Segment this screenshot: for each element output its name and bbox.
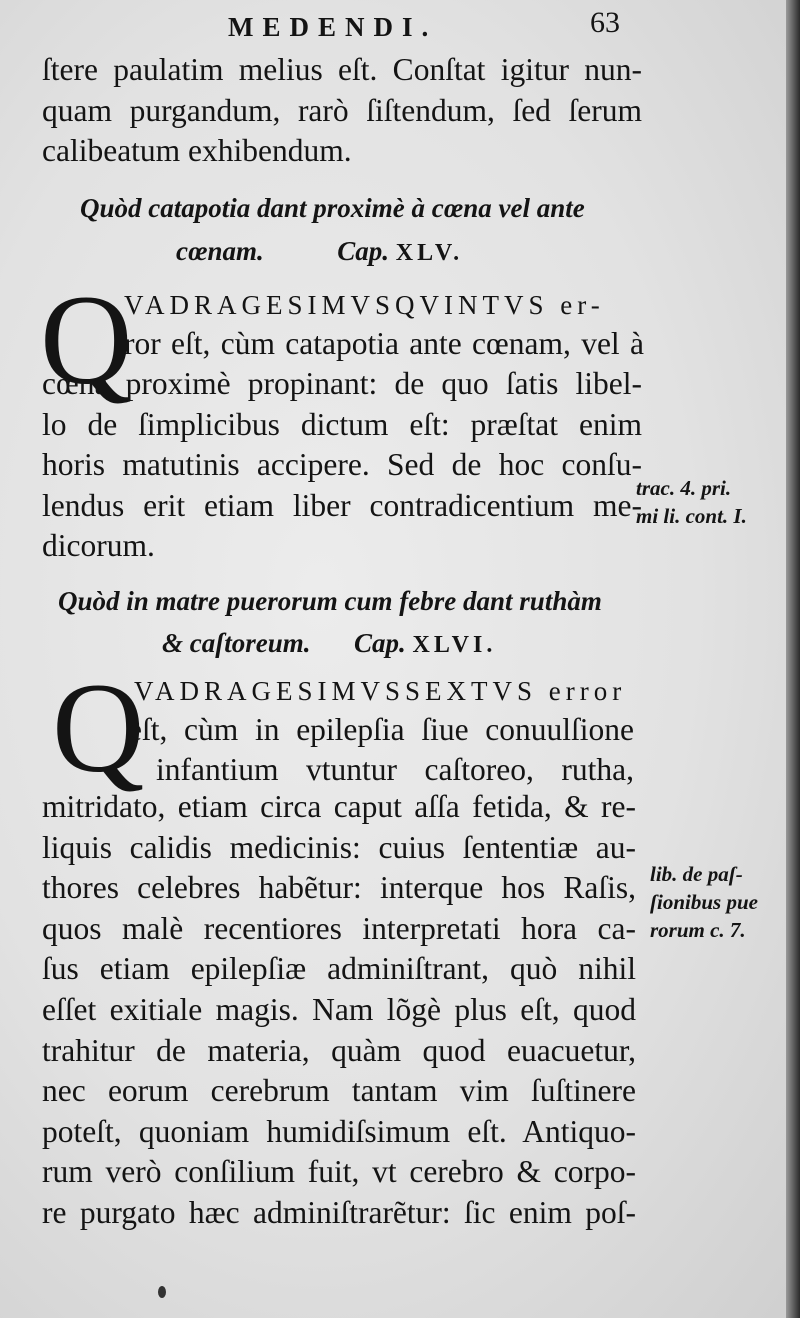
chapter-46-cap-number: XLVI. [412,632,497,658]
text-line: ror eſt, cùm catapotia ante cœnam, vel à [124,326,644,361]
text-line: rum verò conſilium fuit, vt cerebro & corpo- [42,1154,636,1190]
chapter-45-title-end: cœnam. [176,236,264,266]
chapter-45-dropcap: Q [40,269,133,411]
text-line: ſtere paulatim melius eſt. Conſtat igitur nun- [42,52,642,87]
text-line: infantium vtuntur caſtoreo, rutha, [156,752,634,787]
running-head: MEDENDI. [228,12,438,42]
margin-note-line: lib. de paſ- [650,862,743,886]
ink-speck [158,1286,166,1298]
margin-note-line: ſionibus pue [650,890,758,914]
text-line: liquis calidis medicinis: cuius ſententiæ au- [42,829,636,865]
margin-note-line: rorum c. 7. [650,918,746,942]
text-line: quos malè recentiores interpretati hora ca- [42,910,636,946]
chapter-46-title-line1: Quòd in matre puerorum cum febre dant ruthàm [58,586,602,616]
continuation-paragraph [42,50,642,172]
page-header [0,4,800,48]
chapter-45-paragraph [42,364,642,567]
text-line: eſt, cùm in epilepſia ſiue conuulſione [128,712,634,747]
page-gutter-shadow [786,0,800,1318]
margin-note-line: mi li. cont. I. [636,504,747,528]
chapter-45-title-line2 [176,236,463,267]
chapter-46-opening: VADRAGESIMVSSEXTVS error [134,676,627,706]
chapter-46-title-line2 [162,628,496,659]
chapter-45-cap-number: XLV. [395,240,464,266]
text-line: horis matutinis accipere. Sed de hoc conſu- [42,447,642,483]
page-number: 63 [590,6,620,39]
text-line: ſus etiam epilepſiæ adminiſtrant, quò nihil [42,951,636,987]
chapter-46-title-end: & caſtoreum. [162,628,311,658]
chapter-45-cap-label: Cap. [337,236,390,266]
chapter-45-title-line1: Quòd catapotia dant proximè à cœna vel ante [80,193,585,223]
chapter-46-margin-note [650,860,758,944]
text-line: lo de ſimplicibus dictum eſt: præſtat enim [42,406,642,442]
text-line: cœna proximè propinant: de quo ſatis libel- [42,366,642,401]
margin-note-line: trac. 4. pri. [636,476,732,500]
text-line: lendus erit etiam liber contradicentium me- [42,487,642,523]
text-line: mitridato, etiam circa caput aſſa fetida, & re- [42,789,636,824]
chapter-45-opening: VADRAGESIMVSQVINTVS er- [124,290,605,320]
chapter-46-cap-label: Cap. [354,628,406,658]
text-line: thores celebres habẽtur: interque hos Raſis, [42,870,636,906]
text-line: calibeatum exhibendum. [42,133,352,169]
text-line: trahitur de materia, quàm quod euacuetur, [42,1032,636,1068]
text-line: dicorum. [42,528,155,564]
text-line: quam purgandum, rarò ſiſtendum, ſed ſerum [42,92,642,128]
chapter-46-paragraph [42,787,636,1234]
chapter-46-dropcap: Q [52,657,145,799]
text-line: eſſet exitiale magis. Nam lõgè plus eſt, quod [42,991,636,1027]
text-line: re purgato hæc adminiſtrarẽtur: ſic enim poſ- [42,1194,636,1230]
text-line: nec eorum cerebrum tantam vim ſuſtinere [42,1073,636,1109]
text-line: poteſt, quoniam humidiſsimum eſt. Antiquo- [42,1113,636,1149]
chapter-45-margin-note [636,474,747,530]
